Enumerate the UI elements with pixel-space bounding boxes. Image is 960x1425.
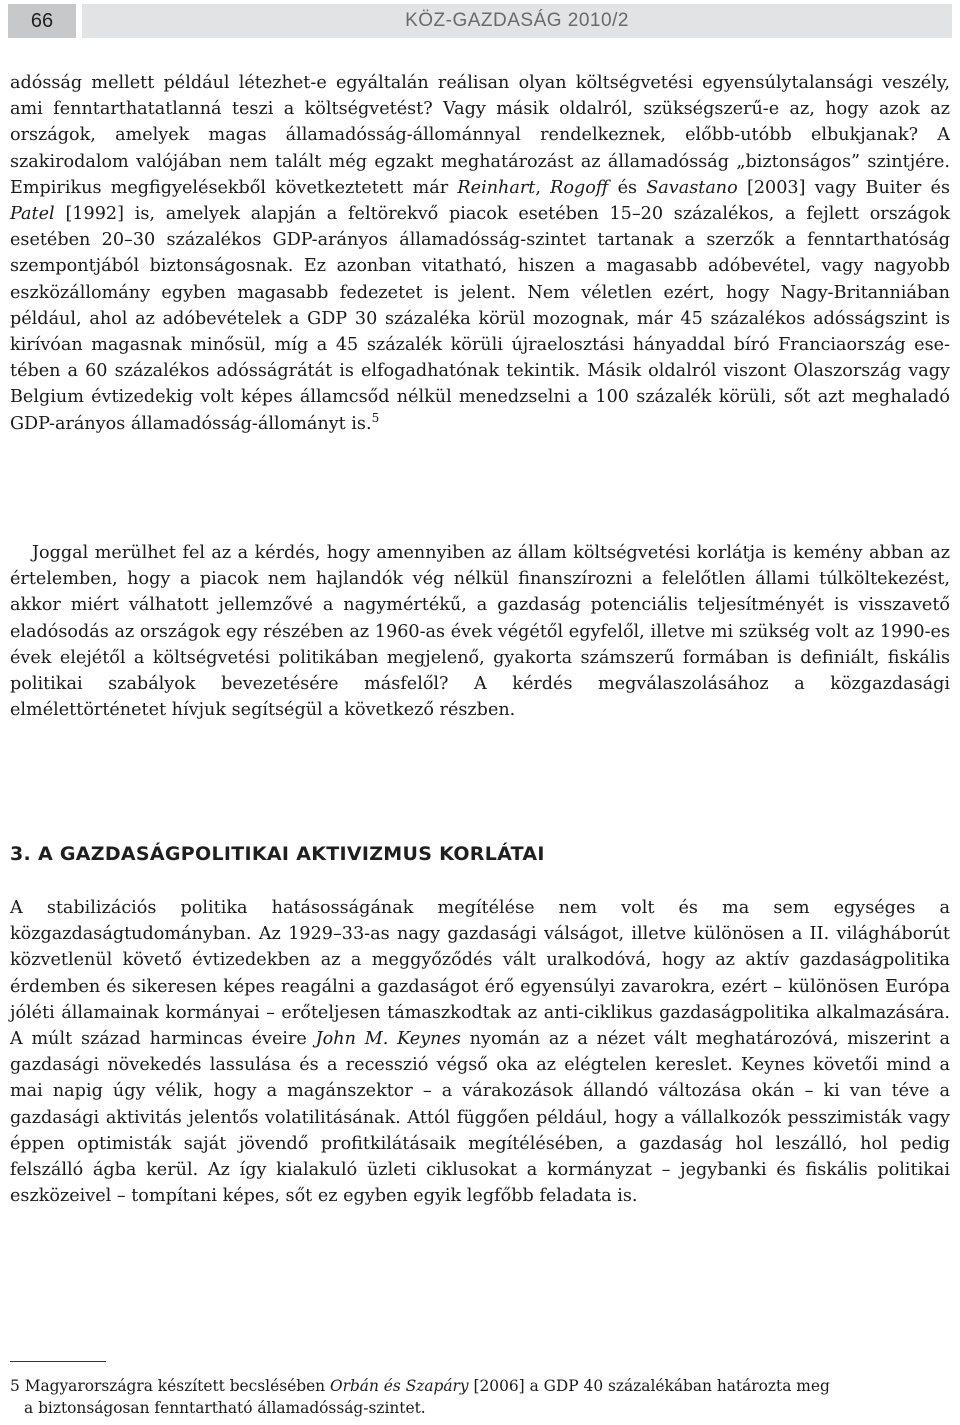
footnote-text-c: a biztonságosan fenntartható államadósság-szintet. <box>24 1399 426 1417</box>
footnote-number: 5 <box>10 1377 20 1395</box>
page-header <box>8 4 952 38</box>
author-patel: Patel <box>10 204 55 225</box>
author-rogoff: Rogoff <box>550 177 609 198</box>
journal-title: KÖZ-GAZDASÁG 2010/2 <box>82 4 952 38</box>
paragraph-1-text-c: [1992] is, amelyek alapján a feltörekvő piacok esetében 15–20 százalékos, a fejlett országok esetében 20–30 százalékos GDP-arányos államadósság-szintet tartanak a szerzők a fenntarthatóság szempontjából biztonságosnak. Ez azonban vitatható, hiszen a magasabb adóbevétel, vagy nagyobb eszközállomány egyben magasabb fedezetet is jelent. Nem véletlen ezért, hogy Nagy-Britanniában például, ahol az adóbevételek a GDP 30 százaléka körül mozognak, már 45 százalékos adósságszint is kirívóan magasnak minősül, míg a 45 százalék körüli újraelosztási hányaddal bíró Franciaország esetében a 60 százalékos adósságrátát is elfogadhatónak tekintik. Másik oldalról viszont Olaszország vagy Belgium évtizedekig volt képes államcsőd nélkül menedzselni a 100 százalék körüli, sőt azt meghaladó GDP-arányos államadósság-állományt is. <box>10 204 950 434</box>
paragraph-1-text-a: adósság mellett például létezhet-e egyáltalán reálisan olyan költségvetési egyensúlytalansági veszély, ami fenntarthatatlanná teszi a költségvetést? Vagy másik oldalról, szükségszerű-e az, hogy azok az országok, amelyek magas államadósság-állománnyal rendelkeznek, előbb-utóbb elbukjanak? A szakirodalom valójában nem talált még egzakt meghatározást az államadósság „biztonságos” szintjére. Empirikus megfigyelésekből következtetett már <box>10 73 950 198</box>
paragraph-3-text-b: nyomán az a nézet vált meghatározóvá, miszerint a gazdasági növekedés lassulása és a recesszió végső oka az elégtelen kereslet. Keynes követői mind a mai napig úgy vélik, hogy a magánszektor – a várakozások állandó változása okán – ki van téve a gazdasági aktivitás jelentős volatilitásának. Attól függően például, hogy a vállalkozók pesszimisták vagy éppen optimisták saját jövendő profitkilátásaik megítélésében, a gazdaság hol leszálló, hol pedig felszálló ágba kerül. Az így kialakuló üzleti ciklusokat a kormányzat – jegybanki és fiskális politikai eszközeivel – tompítani képes, sőt ez egyben egyik legfőbb feladata is. <box>10 1029 950 1207</box>
footnote-reference[interactable]: 5 <box>371 410 380 425</box>
author-keynes: John M. Keynes <box>315 1029 461 1050</box>
page-number: 66 <box>8 4 76 38</box>
footnote-divider <box>10 1361 106 1362</box>
paragraph-2: Joggal merülhet fel az a kérdés, hogy amennyiben az állam költségvetési korlátja is kemény abban az értelemben, hogy a piacok nem hajlandók vég nélkül finanszírozni a felelőtlen állami túlköltekezést, akkor miért válhatott jellemzővé a nagymértékű, a gazdaság potenciális teljesítményét is visszavető eladósodás az országok egy részében az 1960-as évek végétől egyfelől, illetve mi szükség volt az 1990-es évek elejétől a költségvetési politikában megjelenő, gyakorta számszerű formában is definiált, fiskális politikai szabályok bevezetésére másfelől? A kérdés megválaszolásához a közgazdasági elmélettörténetet hívjuk segítségül a következő részben. <box>10 543 950 721</box>
footnote-authors: Orbán és Szapáry <box>329 1377 469 1395</box>
author-reinhart: Reinhart <box>457 177 536 198</box>
paragraph-3-text-a: A stabilizációs politika hatásosságának megítélése nem volt és ma sem egységes a közgazdaságtudományban. Az 1929–33-as nagy gazdasági válságot, illetve különösen a II. világháborút közvetlenül követő évtizedekben az a meggyőződés vált uralkodóvá, hogy az aktív gazdaságpolitika érdemben és sikeresen képes reagálni a gazdaságot érő egyensúlyi zavarokra, ezért – különösen Európa jóléti államainak kormányai – erőteljesen támaszkodtak az anti-ciklikus gazdaságpolitika alkalmazására. A múlt század harmincas éveire <box>10 898 950 1050</box>
separator: , <box>535 177 551 198</box>
paragraph-3 <box>10 895 950 1209</box>
paragraph-1-text-b: [2003] vagy Buiter és <box>737 177 950 198</box>
footnote <box>10 1375 950 1419</box>
author-savastano: Savastano <box>646 177 738 198</box>
footnote-text-a: Magyarországra készített becslésében <box>19 1377 330 1395</box>
section-heading: 3. A GAZDASÁGPOLITIKAI AKTIVIZMUS KORLÁTAI <box>10 843 545 865</box>
footnote-text-b: [2006] a GDP 40 százalékában határozta meg <box>468 1377 830 1395</box>
separator: és <box>608 177 647 198</box>
paragraph-1 <box>10 70 950 437</box>
